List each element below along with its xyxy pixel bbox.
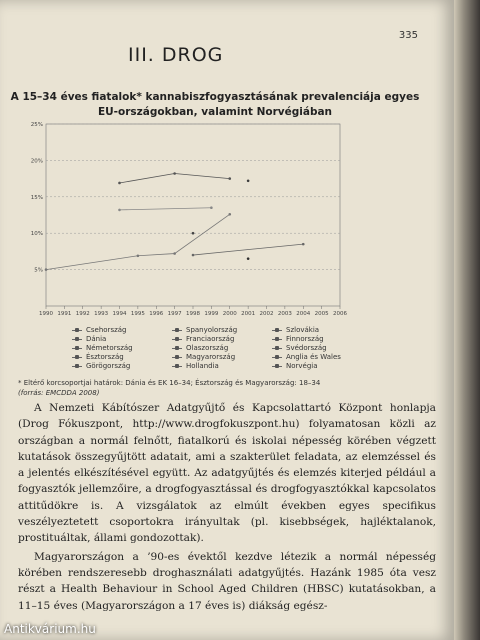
legend-swatch (172, 339, 182, 340)
legend-item (172, 344, 272, 352)
x-tick-label: 2004 (296, 311, 311, 317)
body-text (18, 400, 436, 616)
x-tick-label: 1999 (204, 311, 219, 317)
watermark: Antikvárium.hu (4, 622, 96, 636)
legend-item (72, 362, 172, 370)
x-tick-label: 1991 (57, 311, 72, 317)
legend-item (172, 335, 272, 343)
data-point (45, 268, 48, 271)
data-point (228, 177, 231, 180)
paragraph: Magyarországon a ’90-es évektől kezdve létezik a normál népesség körében rendszeresebb droghasználati adatgyűjtés. Hazánk 1985 óta vesz részt a Health Behaviour in School Aged Children (HBSC) kutatásokban, a 11–15 éves (Magyarországon a 17 éves is) diákság egész- (18, 550, 436, 612)
paragraph: A Nemzeti Kábítószer Adatgyűjtő és Kapcsolattartó Központ honlapja (Drog Fókuszpont, http://www.drogfokuszpont.hu) folyamatosan közli az országban a normál felnőtt, fiatalkorú és iskolai népesség körében végzett kutatások összegyűjtött adatait, ami a szakterület feladata, az elemzéssel és a jelentés elkészítésével együtt. Az adatgyűjtés és elemzés kiterjed például a fogyasztók jellemzőire, a drogfogyasztással és drogfogyasztókkal kapcsolatos attitűdökre is. A vizsgálatok az elmúlt években egyes specifikus veszélyeztetett csoportokra irányultak (pl. kisebbségek, hajléktalanok, prostituáltak, állami gondozottak). (18, 402, 436, 545)
legend-label: Anglia és Wales (286, 353, 341, 361)
legend-item (172, 353, 272, 361)
x-tick-label: 2005 (314, 311, 329, 317)
x-tick-label: 2002 (259, 311, 274, 317)
footnote: * Eltérő korcsoportjai határok: Dánia és EK 16–34; Észtország és Magyarország: 18–34 (18, 379, 321, 387)
y-tick-label: 25% (30, 122, 43, 128)
legend-item (272, 326, 372, 334)
legend-item (72, 353, 172, 361)
x-tick-label: 2001 (241, 311, 256, 317)
y-tick-label: 20% (30, 158, 43, 165)
x-tick-label: 2000 (222, 311, 237, 317)
legend-item (272, 335, 372, 343)
legend-label: Csehország (86, 326, 127, 334)
data-point (192, 232, 195, 235)
legend-label: Magyarország (186, 353, 236, 361)
chart-title: A 15–34 éves fiatalok* kannabiszfogyasztásának prevalenciája egyes EU-országokban, valamint Norvégiában (10, 91, 420, 118)
section-heading: III. DROG (128, 44, 224, 66)
line-chart (28, 118, 348, 318)
data-point (302, 243, 305, 246)
legend-label: Németország (86, 344, 133, 352)
data-point (210, 206, 213, 209)
x-tick-label: 2006 (333, 311, 347, 317)
series-line (193, 244, 303, 255)
legend-item (272, 362, 372, 370)
legend-label: Franciaország (186, 335, 235, 343)
legend-swatch (272, 366, 282, 367)
page-edge (454, 0, 480, 640)
legend-swatch (72, 330, 82, 331)
legend-swatch (172, 330, 182, 331)
legend-item (72, 344, 172, 352)
legend-label: Svédország (286, 344, 327, 352)
legend-swatch (272, 357, 282, 358)
data-point (247, 179, 250, 182)
legend-item (172, 326, 272, 334)
plot-area (46, 124, 340, 306)
legend-item (272, 344, 372, 352)
legend-item (72, 326, 172, 334)
legend-swatch (72, 357, 82, 358)
x-tick-label: 1998 (186, 311, 200, 317)
legend-swatch (72, 339, 82, 340)
data-point (173, 172, 176, 175)
legend-swatch (72, 366, 82, 367)
legend-item (72, 335, 172, 343)
legend-label: Hollandia (186, 362, 219, 370)
legend-label: Norvégia (286, 362, 318, 370)
legend-label: Szlovákia (286, 326, 320, 334)
x-tick-label: 1994 (112, 311, 127, 317)
x-tick-label: 1995 (130, 311, 145, 317)
data-point (247, 257, 250, 260)
data-point (228, 213, 231, 216)
x-tick-label: 2003 (277, 311, 292, 317)
x-tick-label: 1990 (39, 311, 53, 317)
legend-swatch (272, 348, 282, 349)
chart-legend (72, 326, 372, 370)
x-tick-label: 1997 (167, 311, 182, 317)
legend-label: Dánia (86, 335, 107, 343)
page-number: 335 (398, 30, 418, 41)
legend-swatch (272, 339, 282, 340)
data-point (173, 252, 176, 255)
legend-swatch (72, 348, 82, 349)
data-point (137, 254, 140, 257)
legend-label: Észtország (86, 353, 124, 361)
data-point (192, 254, 195, 257)
legend-swatch (172, 348, 182, 349)
legend-swatch (172, 366, 182, 367)
data-point (118, 182, 121, 185)
series-line (46, 214, 230, 269)
legend-swatch (272, 330, 282, 331)
legend-item (172, 362, 272, 370)
x-tick-label: 1996 (149, 311, 164, 317)
legend-label: Finnország (286, 335, 324, 343)
x-tick-label: 1993 (94, 311, 109, 317)
y-tick-label: 15% (30, 194, 43, 201)
legend-label: Spanyolország (186, 326, 238, 334)
y-tick-label: 10% (30, 231, 43, 238)
legend-swatch (172, 357, 182, 358)
legend-item (272, 353, 372, 361)
y-tick-label: 5% (34, 267, 43, 274)
data-point (118, 209, 121, 212)
source: (forrás: EMCDDA 2008) (18, 389, 100, 397)
series-line (120, 174, 230, 183)
chart-note (18, 378, 428, 398)
x-tick-label: 1992 (75, 311, 90, 317)
legend-label: Olaszország (186, 344, 229, 352)
series-line (120, 208, 212, 210)
legend-label: Görögország (86, 362, 131, 370)
